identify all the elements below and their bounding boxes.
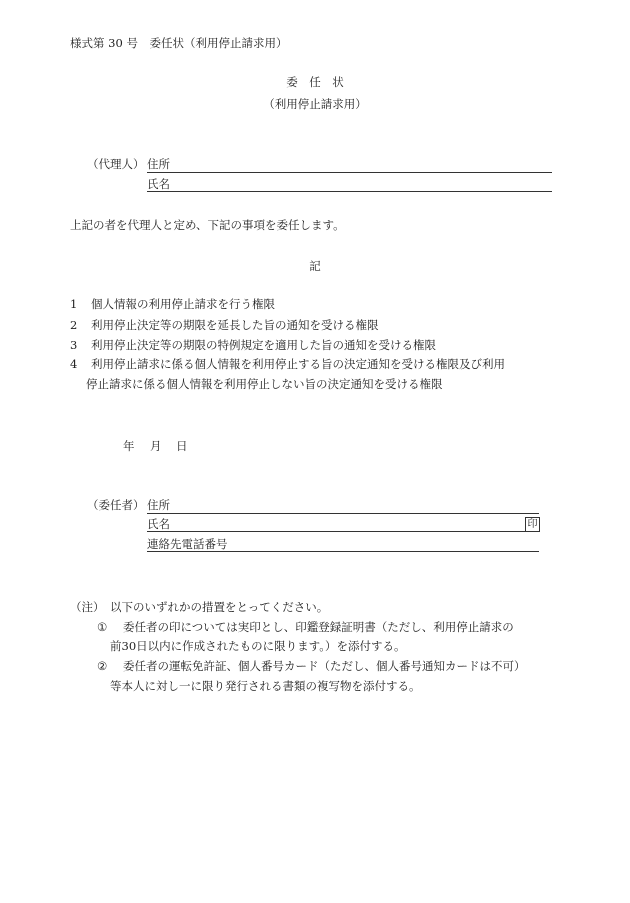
list-item-number: 4 [70, 357, 78, 371]
date-month: 月 [150, 439, 162, 453]
list-item-number: 1 [70, 297, 78, 311]
principal-phone-field[interactable] [147, 551, 539, 552]
principal-label: （委任者） [87, 498, 145, 512]
list-item: 個人情報の利用停止請求を行う権限 [91, 297, 275, 311]
ki-heading: 記 [309, 259, 321, 273]
list-item-continuation: 停止請求に係る個人情報を利用停止しない旨の決定通知を受ける権限 [86, 377, 443, 391]
list-item: 利用停止請求に係る個人情報を利用停止する旨の決定通知を受ける権限及び利用 [91, 357, 505, 371]
agent-name-label: 氏名 [147, 177, 170, 191]
principal-address-field[interactable] [147, 513, 539, 514]
note-mark: ① [97, 620, 108, 634]
note-mark: ② [97, 659, 108, 673]
delegation-statement: 上記の者を代理人と定め、下記の事項を委任します。 [70, 218, 345, 232]
document-title: 委 任 状 [286, 75, 344, 89]
agent-name-field[interactable] [147, 191, 552, 192]
note-line: 等本人に対し一に限り発行される書類の複写物を添付する。 [110, 679, 421, 693]
document-subtitle: （利用停止請求用） [263, 97, 367, 111]
seal-mark: 印 [525, 517, 540, 532]
notes-label: （注） [70, 600, 105, 614]
list-item-number: 3 [70, 338, 78, 352]
note-line: 委任者の運転免許証、個人番号カード（ただし、個人番号通知カードは不可） [123, 659, 526, 673]
date-day: 日 [176, 439, 188, 453]
principal-name-label: 氏名 [147, 517, 170, 531]
list-item-number: 2 [70, 318, 78, 332]
principal-phone-label: 連絡先電話番号 [147, 537, 228, 551]
date-year: 年 [123, 439, 135, 453]
agent-label: （代理人） [87, 157, 145, 171]
note-line: 委任者の印については実印とし、印鑑登録証明書（ただし、利用停止請求の [123, 620, 514, 634]
notes-intro: 以下のいずれかの措置をとってください。 [110, 600, 329, 614]
form-number-label: 様式第 30 号 委任状（利用停止請求用） [70, 36, 288, 50]
agent-address-label: 住所 [147, 157, 170, 171]
list-item: 利用停止決定等の期限の特例規定を適用した旨の通知を受ける権限 [91, 338, 436, 352]
principal-name-field[interactable] [147, 531, 525, 532]
note-line: 前30日以内に作成されたものに限ります。）を添付する。 [110, 639, 406, 653]
agent-address-field[interactable] [147, 172, 552, 173]
list-item: 利用停止決定等の期限を延長した旨の通知を受ける権限 [91, 318, 379, 332]
principal-address-label: 住所 [147, 498, 170, 512]
